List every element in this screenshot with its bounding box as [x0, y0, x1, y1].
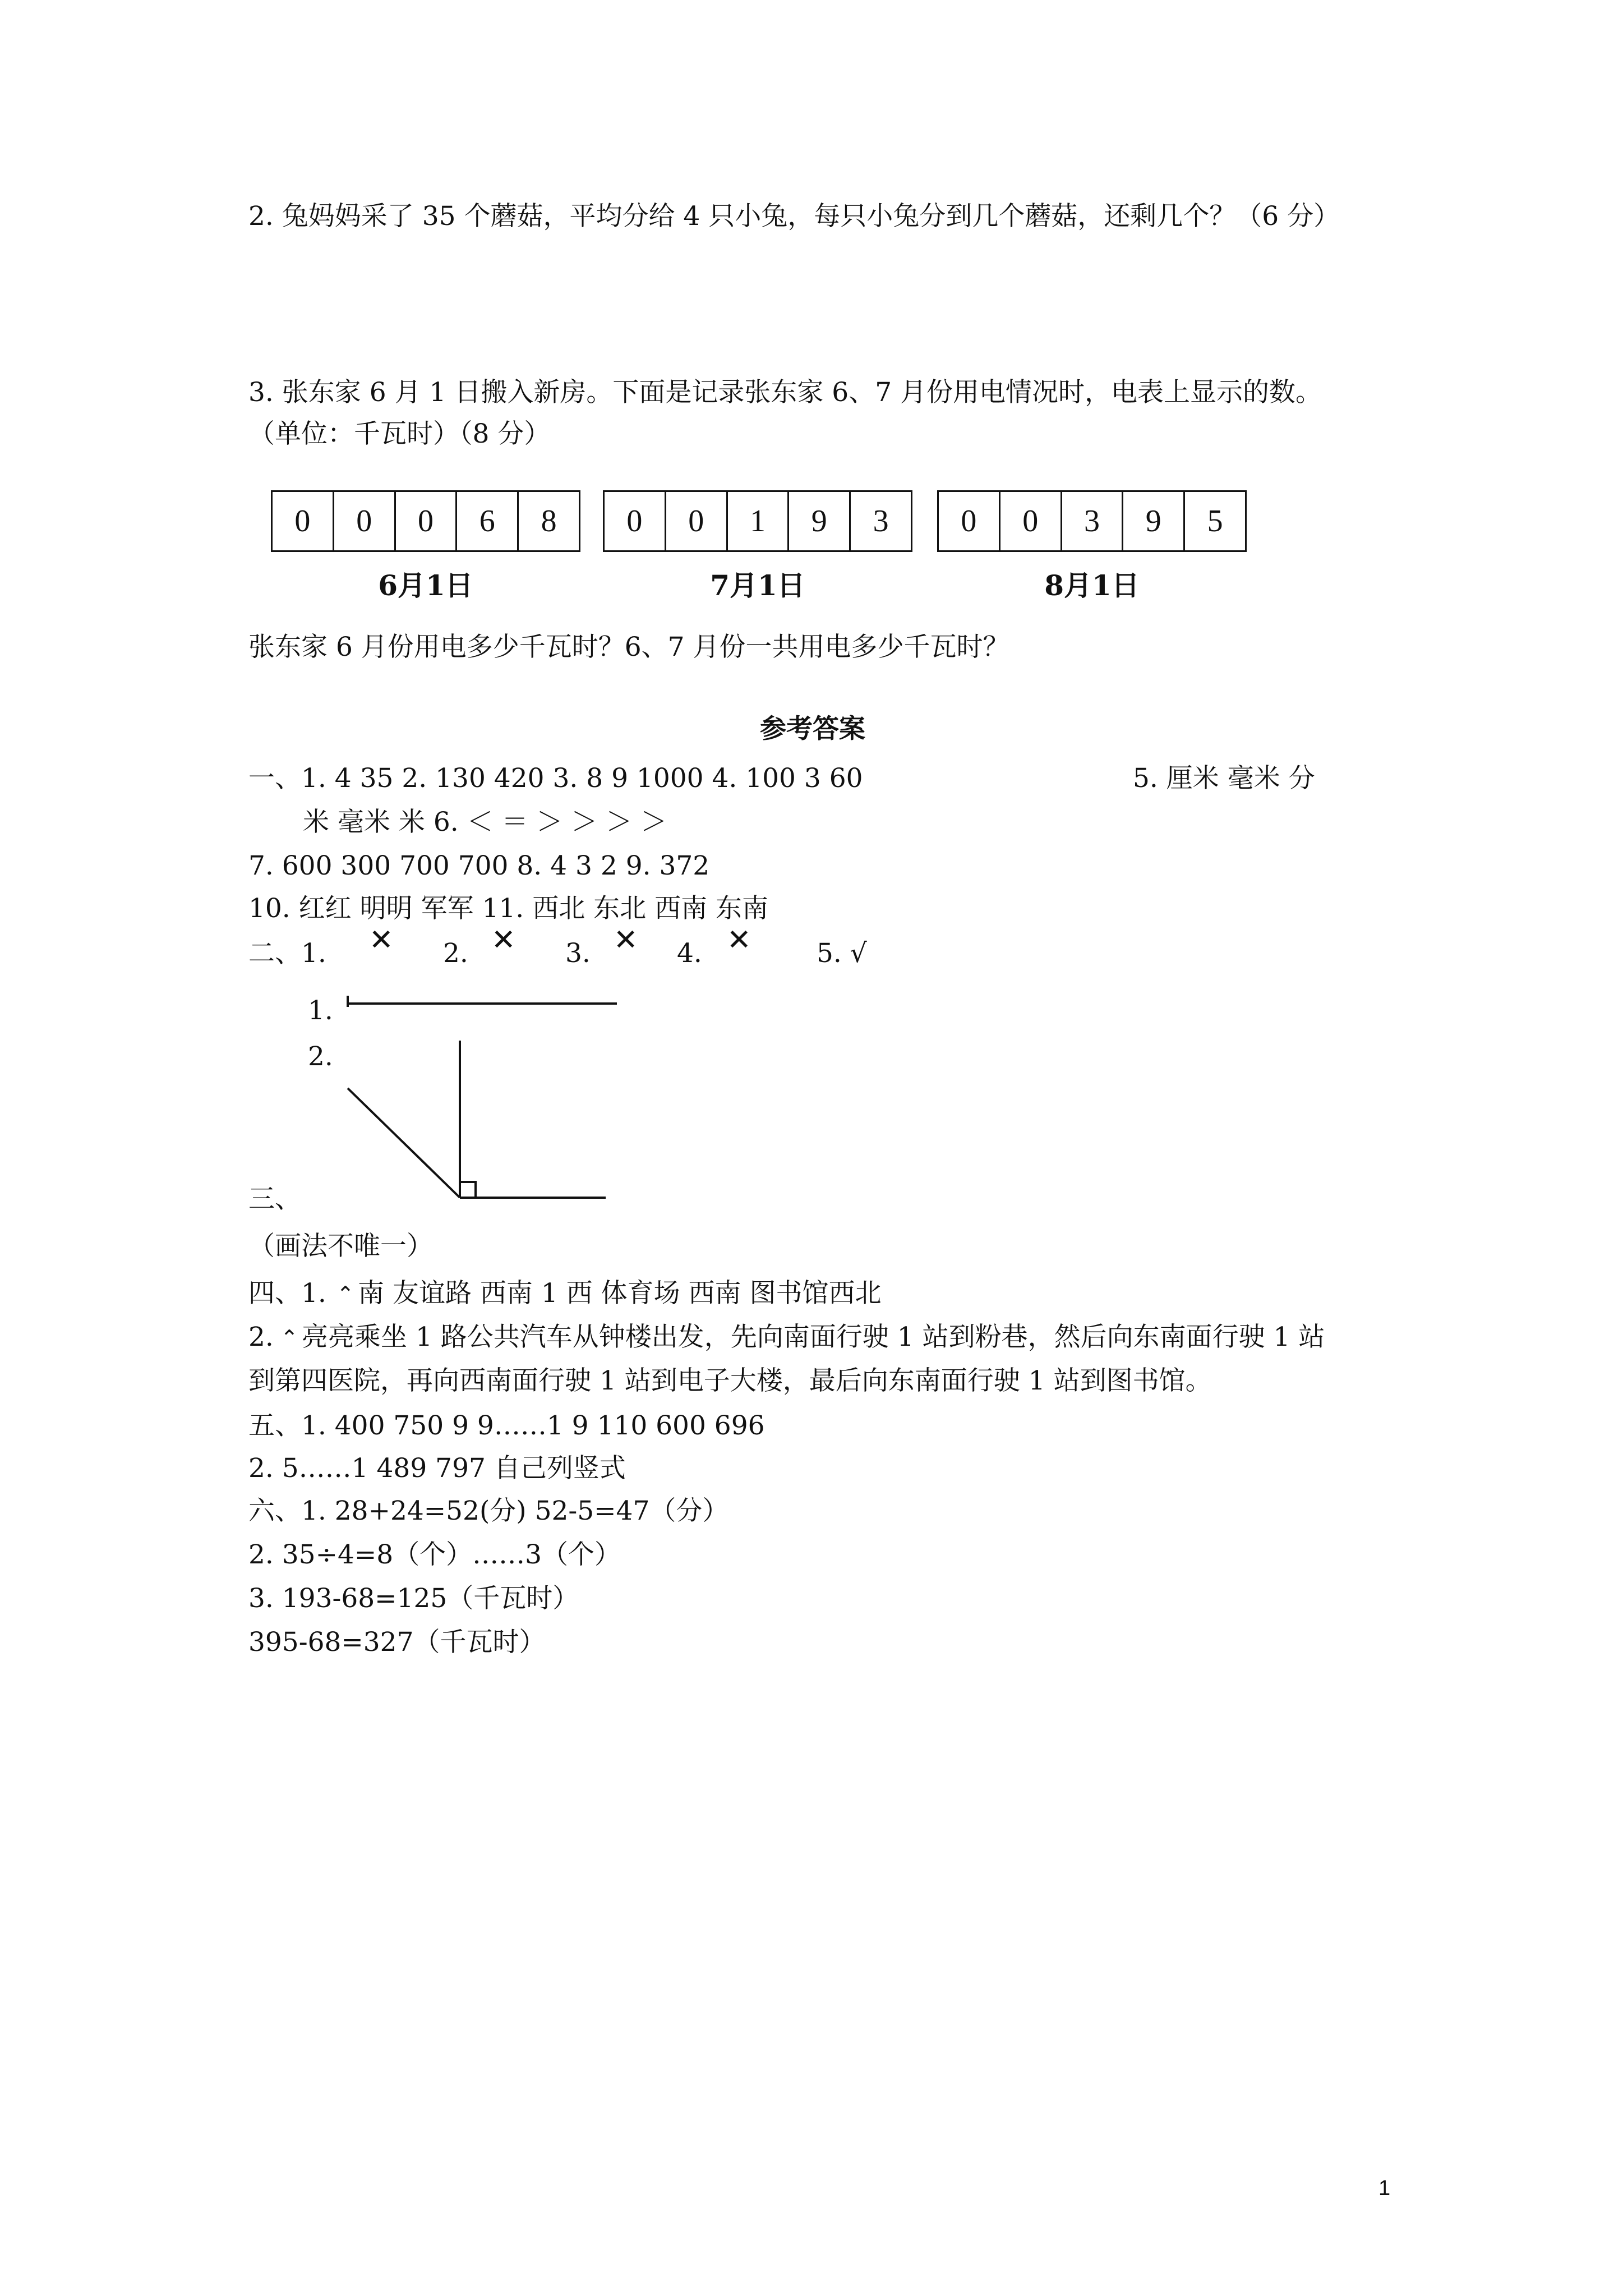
- meter-digit: 9: [1123, 492, 1185, 550]
- meter-digit: 9: [789, 492, 851, 550]
- answer-s2-num: 4.: [677, 938, 702, 969]
- answer-s2-num: 2.: [443, 938, 468, 969]
- answer-s3-prefix: 三、: [248, 1184, 301, 1214]
- meter-date-label: 6月1日: [378, 569, 473, 602]
- meter-july: [603, 490, 912, 602]
- angle-figure: [348, 1041, 606, 1198]
- electric-meters: [271, 490, 1258, 602]
- answer-s4-line3: 到第四医院，再向西南面行驶 1 站到电子大楼，最后向东南面行驶 1 站到图书馆。: [248, 1365, 1212, 1396]
- meter-digit: 0: [1000, 492, 1062, 550]
- meter-august: [937, 490, 1247, 602]
- question-3-ask: 张东家 6 月份用电多少千瓦时？6、7 月份一共用电多少千瓦时？: [248, 632, 1009, 662]
- page-number: 1: [1378, 2177, 1391, 2200]
- caret-icon: ⌃: [280, 1326, 298, 1350]
- answers-title: 参考答案: [760, 714, 865, 744]
- caret-icon: ⌃: [336, 1282, 354, 1306]
- answer-s2-prefix: 二、1.: [248, 938, 326, 969]
- line-segment: [348, 996, 617, 1007]
- answer-s1-line1: 一、1. 4 35 2. 130 420 3. 8 9 1000 4. 100 3 60: [248, 763, 863, 794]
- answer-s1-line1-end: 5. 厘米 毫米 分: [1133, 763, 1315, 794]
- meter-date-label: 8月1日: [1044, 569, 1140, 602]
- meter-digit: 0: [939, 492, 1000, 550]
- meter-digit: 0: [396, 492, 458, 550]
- answer-s4-line2: 亮亮乘坐 1 路公共汽车从钟楼出发，先向南面行驶 1 站到粉巷，然后向东南面行驶 1 站: [302, 1322, 1325, 1352]
- meter-digit: 0: [273, 492, 334, 550]
- meter-digit: 0: [605, 492, 666, 550]
- meter-digits: [937, 490, 1247, 552]
- meter-digit: 0: [334, 492, 396, 550]
- cross-icon: ✕: [727, 923, 751, 957]
- meter-digit: 5: [1207, 504, 1223, 539]
- answer-s1-line2: 米 毫米 米 6. ＜ ＝ ＞ ＞ ＞ ＞: [303, 807, 667, 838]
- answer-s1-line3: 7. 600 300 700 700 8. 4 3 2 9. 372: [248, 850, 710, 881]
- answer-s6-line3: 3. 193-68=125（千瓦时）: [248, 1583, 579, 1614]
- question-3-line2: （单位：千瓦时）（8 分）: [248, 418, 551, 449]
- cross-icon: ✕: [491, 923, 516, 957]
- meter-digit: 0: [666, 492, 728, 550]
- cross-icon: ✕: [614, 923, 638, 957]
- meter-digits: [603, 490, 912, 552]
- meter-digit: 3: [1062, 492, 1124, 550]
- answer-s4-line1-prefix: 四、1.: [248, 1278, 326, 1309]
- answer-s2-num: 3.: [565, 938, 591, 969]
- answer-s4-line1: 南 友谊路 西南 1 西 体育场 西南 图书馆西北: [358, 1278, 882, 1309]
- answer-s5-line1: 五、1. 400 750 9 9……1 9 110 600 696: [248, 1410, 765, 1441]
- answer-s4-line2-prefix: 2.: [248, 1322, 274, 1352]
- answer-s5-line2: 2. 5……1 489 797 自己列竖式: [248, 1453, 626, 1484]
- answer-s6-line2: 2. 35÷4=8（个）……3（个）: [248, 1539, 621, 1570]
- question-3-line1: 3. 张东家 6 月 1 日搬入新房。下面是记录张东家 6、7 月份用电情况时，电表上显示的数。: [248, 377, 1322, 408]
- question-2: 2. 兔妈妈采了 35 个蘑菇，平均分给 4 只小兔，每只小兔分到几个蘑菇，还剩几个？（6 分）: [248, 201, 1340, 232]
- answer-s3-note: （画法不唯一）: [248, 1231, 433, 1262]
- answer-s6-line1: 六、1. 28+24=52(分) 52-5=47（分）: [248, 1496, 729, 1526]
- answer-s1-line4: 10. 红红 明明 军军 11. 西北 东北 西南 东南: [248, 893, 769, 924]
- meter-june: [271, 490, 580, 602]
- meter-digit: 6: [457, 492, 519, 550]
- meter-digit: 3: [873, 504, 889, 539]
- cross-icon: ✕: [369, 923, 394, 957]
- meter-date-label: 7月1日: [710, 569, 805, 602]
- meter-digit: 1: [728, 492, 790, 550]
- meter-digits: [271, 490, 580, 552]
- drawing-label-1: 1.: [308, 995, 333, 1026]
- meter-digit: 8: [541, 504, 557, 539]
- drawing-figure: [336, 984, 617, 1209]
- answer-s6-line4: 395-68=327（千瓦时）: [248, 1627, 546, 1658]
- answer-s2-last: 5. √: [817, 938, 867, 969]
- drawing-label-2: 2.: [308, 1041, 333, 1072]
